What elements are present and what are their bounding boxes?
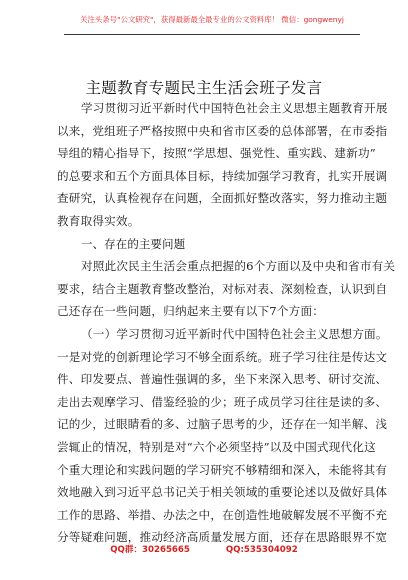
text-line: （一）学习贯彻习近平新时代中国特色社会主义思想方面。 xyxy=(81,326,388,341)
page-footer xyxy=(0,543,408,555)
section-1-paragraph xyxy=(57,255,396,323)
text-line: 效地融入到习近平总书记关于相关领域的重要论述以及做好具体 xyxy=(57,485,388,500)
text-line: 要求，结合主题教育整改整治，对标对表、深刻检查，认识到自 xyxy=(57,281,388,296)
point-1-paragraph xyxy=(57,323,388,549)
text-line: 学习贯彻习近平新时代中国特色社会主义思想主题教育开展 xyxy=(81,101,388,115)
footer-qq-group: QQ群：30265665 xyxy=(110,545,190,555)
text-line: 的总要求和五个方面具体目标，持续加强学习教育，扎实开展调 xyxy=(57,168,388,183)
document-title: 主题教育专题民主生活会班子发言 xyxy=(85,79,323,97)
text-line: 件、印发要点、普遍性强调的多，坐下来深入思考、研讨交流、 xyxy=(57,372,388,387)
header-banner: 关注头条号"公文研究"，获得最新最全最专业的公文资料库！ 微信：gongwenyj xyxy=(80,15,344,24)
footer-qq: QQ:535304092 xyxy=(225,545,298,555)
text-line: 一是对党的创新理论学习不够全面系统。班子学习往往是传达文 xyxy=(57,349,388,364)
text-line: 记的少，过眼睛看的多、过脑子思考的少，还存在一知半解、浅 xyxy=(57,417,388,432)
text-line: 教育取得实效。 xyxy=(57,213,140,228)
text-line: 个重大理论和实践问题的学习研究不够精细和深入，未能将其有 xyxy=(57,462,388,477)
text-line: 对照此次民主生活会重点把握的6个方面以及中央和省市有关 xyxy=(81,259,396,274)
text-line: 工作的思路、举措、办法之中，在创造性地破解发展不平衡不充 xyxy=(57,507,388,522)
page-header xyxy=(64,10,360,35)
intro-paragraph xyxy=(57,97,388,233)
text-line: 尝辄止的情况，特别是对“六个必须坚持”以及中国式现代化这 xyxy=(57,439,376,454)
text-line: 导组的精心指导下，按照“学思想、强党性、重实践、建新功” xyxy=(57,146,376,161)
text-line: 以来，党组班子严格按照中央和省市区委的总体部署，在市委指 xyxy=(57,123,388,138)
document-body xyxy=(57,97,396,549)
section-heading: 一、存在的主要问题 xyxy=(81,236,186,251)
text-line: 走出去观摩学习、借鉴经验的少；班子成员学习往往是读的多、 xyxy=(57,394,388,409)
text-line: 分等疑难问题，推动经济高质量发展方面，还存在思路眼界不宽 xyxy=(57,530,388,545)
text-line: 己还存在一些问题，归纳起来主要有以下7个方面： xyxy=(57,304,325,319)
text-line: 查研究，认真检视存在问题，全面抓好整改落实，努力推动主题 xyxy=(57,191,388,206)
